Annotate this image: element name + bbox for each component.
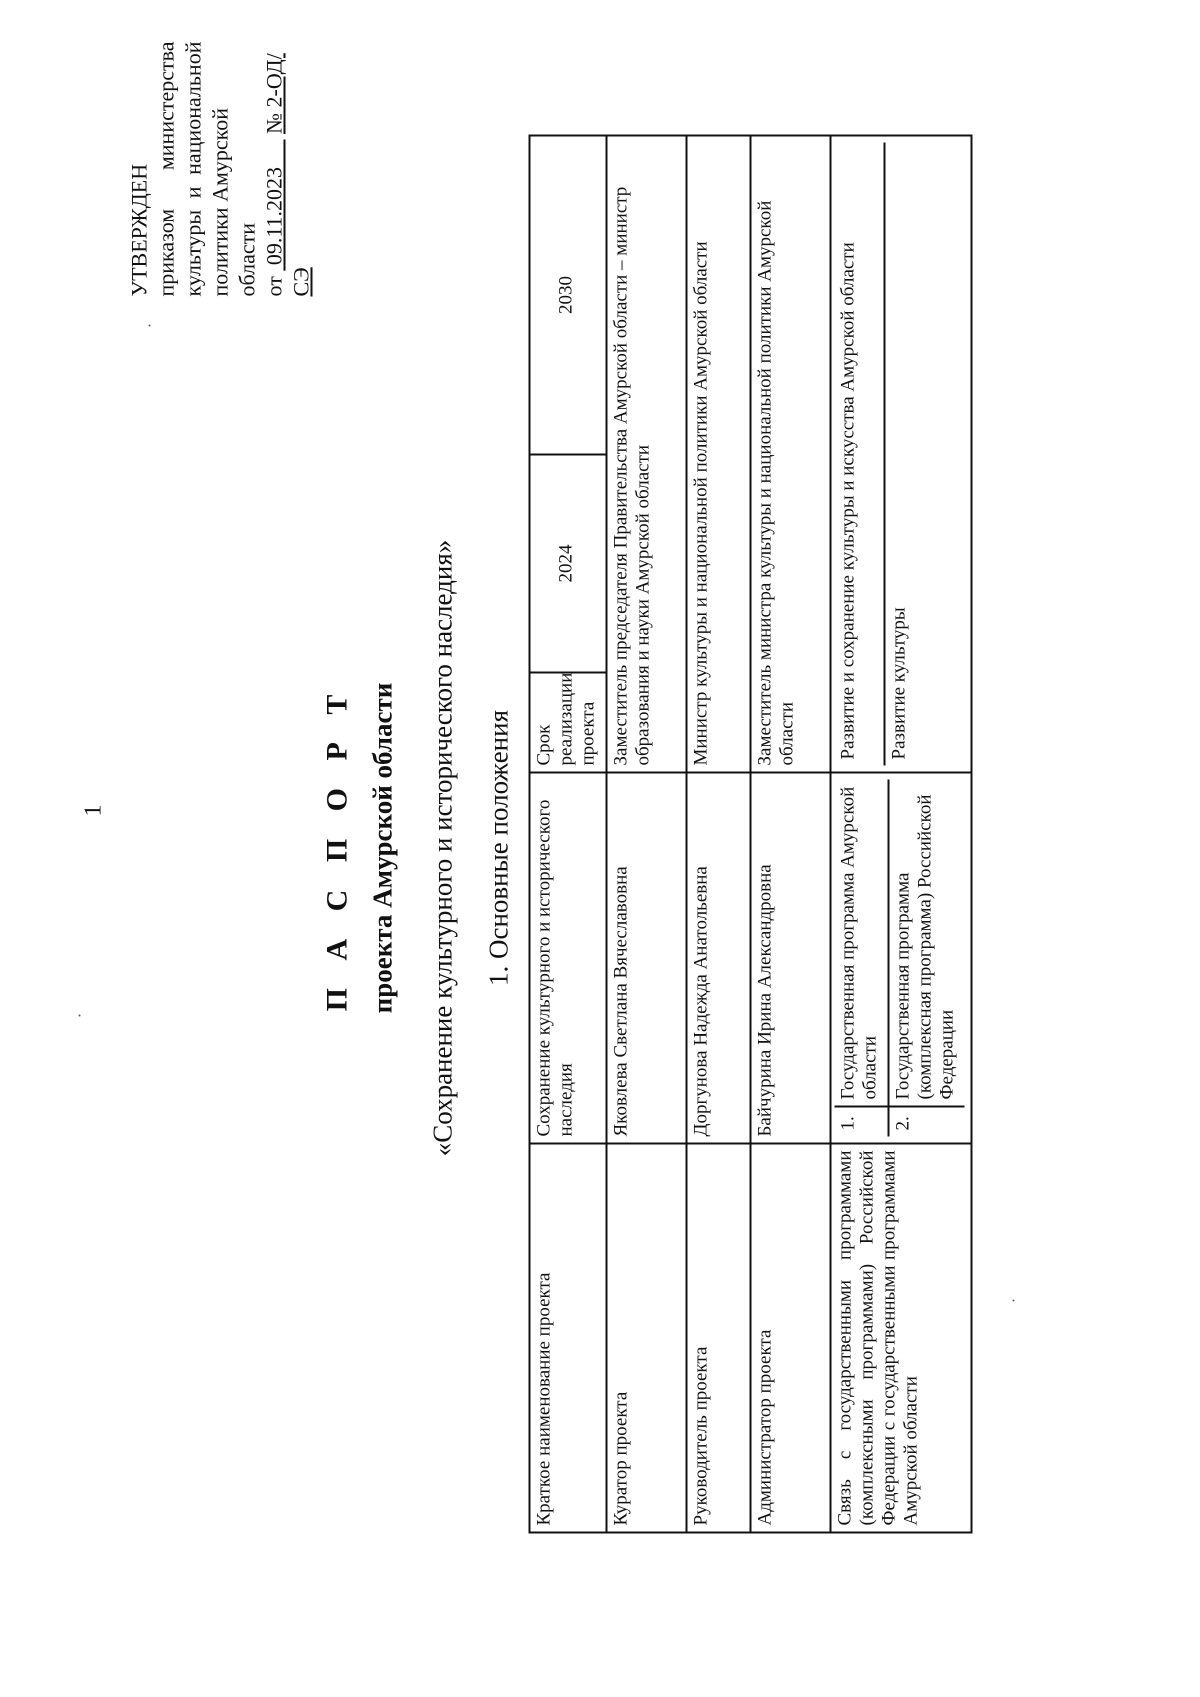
approval-stamp xyxy=(126,42,315,297)
program-direction: Развитие и сохранение культуры и искусства Амурской области xyxy=(837,242,859,760)
program-name: Государственная программа Амурской области xyxy=(837,786,881,1100)
document-title: П А С П О Р Т xyxy=(320,684,354,1012)
short-name-value: Сохранение культурного и исторического наследия xyxy=(530,773,607,1144)
program-direction-row xyxy=(835,143,885,766)
approval-date-line xyxy=(261,42,315,297)
approval-word: национальной xyxy=(180,41,206,175)
program-number: 1. xyxy=(835,1107,889,1137)
program-name: Государственная программа (комплексная программа) Российской Федерации xyxy=(889,780,965,1107)
scan-speck xyxy=(79,1015,81,1017)
program-direction-cell xyxy=(831,136,972,773)
table-row xyxy=(530,136,607,1533)
admin-position: Заместитель министра культуры и национальной политики Амурской области xyxy=(751,136,831,773)
program-direction: Развитие культуры xyxy=(885,143,955,766)
curator-name: Яковлева Светлана Вячеславовна xyxy=(607,773,687,1144)
program-row xyxy=(835,780,889,1137)
program-directions xyxy=(835,143,955,766)
admin-name: Байчурина Ирина Александровна xyxy=(751,773,831,1144)
approval-heading: УТВЕРЖДЕН xyxy=(126,163,152,297)
leader-label: Руководитель проекта xyxy=(687,1144,751,1533)
approval-word: культуры xyxy=(180,209,206,297)
approval-date: 09.11.2023 xyxy=(261,166,287,266)
program-list xyxy=(835,780,965,1137)
table-row xyxy=(607,136,687,1533)
leader-name: Доргунова Надежда Анатольевна xyxy=(687,773,751,1144)
short-name-label: Краткое наименование проекта xyxy=(530,1144,607,1533)
approval-word: приказом xyxy=(153,208,179,297)
page-number: 1 xyxy=(80,804,107,817)
curator-position: Заместитель председателя Правительства Амурской области – министр образования и науки Амурской области xyxy=(607,136,687,773)
project-name: «Сохранение культурного и исторического наследия» xyxy=(427,539,458,1157)
curator-label: Куратор проекта xyxy=(607,1144,687,1533)
scan-speck xyxy=(1013,1300,1015,1302)
program-direction-row xyxy=(885,143,955,766)
term-label: Срок реализации проекта xyxy=(530,673,607,773)
approval-number: № 2-ОД/СЭ xyxy=(261,53,314,297)
approval-word: министерства xyxy=(153,41,179,171)
approval-line-3: политики Амурской области xyxy=(207,107,260,297)
approval-line-2 xyxy=(180,42,207,297)
table-row xyxy=(831,136,972,1533)
term-start: 2024 xyxy=(530,455,607,673)
approval-line-1 xyxy=(153,42,180,297)
rotated-document-page xyxy=(1,0,1200,1697)
program-link-label: Связь с государственными программами (комплексными программами) Российской Федерации с государственными программами Амурской области xyxy=(831,1144,972,1533)
program-number: 2. xyxy=(889,1107,965,1137)
scan-speck xyxy=(149,325,151,327)
approval-date-prefix: от xyxy=(261,276,287,297)
passport-table xyxy=(529,135,973,1534)
approval-word: и xyxy=(180,186,206,199)
admin-label: Администратор проекта xyxy=(751,1144,831,1533)
leader-position: Министр культуры и национальной политики Амурской области xyxy=(687,136,751,773)
program-row xyxy=(889,780,965,1137)
section-heading: 1. Основные положения xyxy=(483,710,514,986)
program-list-cell xyxy=(831,773,972,1144)
table-row xyxy=(751,136,831,1533)
table-row xyxy=(687,136,751,1533)
document-subtitle: проекта Амурской области xyxy=(367,682,398,1014)
term-end: 2030 xyxy=(530,136,607,455)
